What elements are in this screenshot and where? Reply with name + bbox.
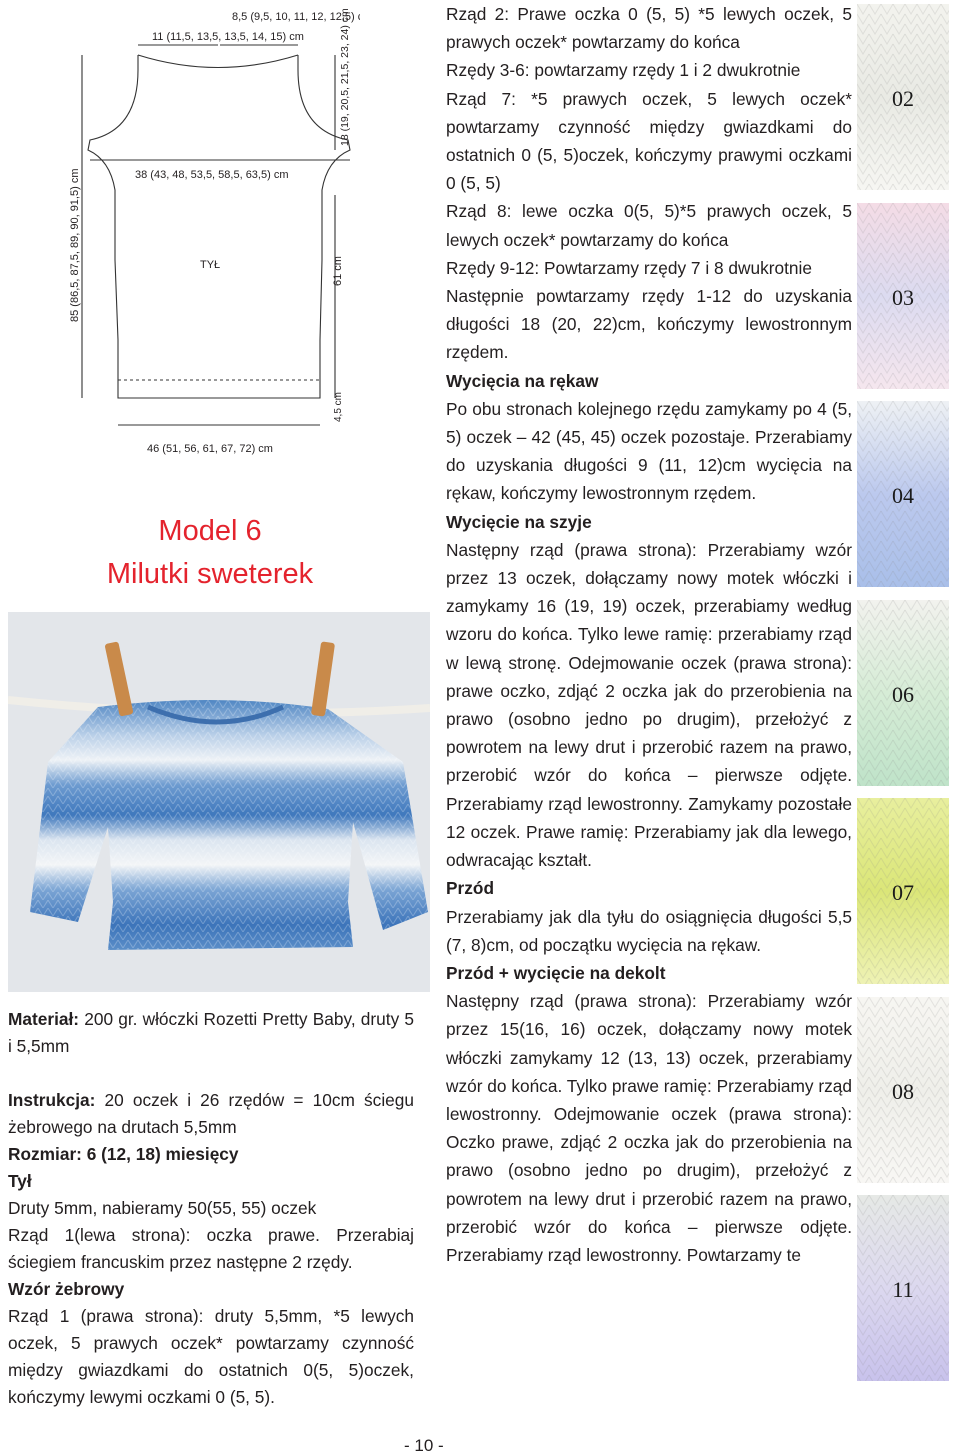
material-paragraph — [8, 1006, 414, 1060]
page-number: - 10 - — [404, 1436, 444, 1455]
neck-curve — [138, 55, 298, 68]
front-neck-heading: Przód + wycięcie na dekolt — [446, 962, 666, 983]
material-label: Materiał: — [8, 1009, 80, 1029]
back-label: TYŁ — [200, 259, 221, 271]
swatch-number: 08 — [892, 1078, 914, 1104]
neck-width-label: 8,5 (9,5, 10, 11, 12, 12,5) cm — [232, 11, 360, 23]
right-column-text — [446, 0, 852, 1269]
size-line: Rozmiar: 6 (12, 18) miesięcy — [8, 1144, 239, 1164]
yarn-swatch — [857, 203, 949, 389]
rib-paragraph-1: Rząd 1 (prawa strona): druty 5,5mm, *5 lewych oczek, 5 prawych oczek* powtarzamy czynność między gwiazdkami do ostatnich 0(5, 5)oczek, kończymy lewymi oczkami 0 (5, 5). — [8, 1306, 414, 1407]
sweater-photo — [8, 612, 430, 992]
total-length-label: 85 (86,5, 87,5, 89, 90, 91,5) cm — [69, 168, 81, 322]
instruction-label: Instrukcja: — [8, 1090, 96, 1110]
instruction-paragraph — [8, 1087, 414, 1141]
yarn-swatch — [857, 997, 949, 1183]
material-value: 200 gr. włóczki Rozetti Pretty Baby, druty 5 i 5,5mm — [8, 1009, 414, 1056]
yarn-swatch — [857, 401, 949, 587]
row-8-text: Rząd 8: lewe oczka 0(5, 5)*5 prawych oczek, 5 lewych oczek* powtarzamy do końca — [446, 201, 852, 250]
front-heading: Przód — [446, 878, 495, 899]
yarn-swatch — [857, 4, 949, 190]
armhole-heading: Wycięcia na rękaw — [446, 370, 599, 391]
neck-paragraph: Następny rząd (prawa strona): Przerabiamy wzór przez 13 oczek, dołączamy nowy motek włóczki i zamykamy 16 (19, 19) oczek, przerabiamy według wzoru do końca. Tylko lewe ramię: przerabiamy rząd w lewą stronę. Odejmowanie oczek (prawa strona): prawe oczko, zdjąć 2 oczka jak do przerobienia na prawo (osobno jedno po drugim), przełożyć z powrotem na lewy drut i przerobić razem na prawo, przerobić wzór do końca – pierwsze odjęte. Przerabiamy rząd lewostronny. Zamykamy pozostałe 12 oczek. Prawe ramię: Przerabiamy jak dla lewego, odwracając kształt. — [446, 539, 852, 871]
rib-heading: Wzór żebrowy — [8, 1279, 125, 1299]
front-paragraph: Przerabiamy jak dla tyłu do osiągnięcia długości 5,5 (7, 8)cm, od początku wycięcia na rękaw. — [446, 906, 852, 955]
schematic-svg — [60, 0, 360, 470]
swatch-number: 06 — [892, 681, 914, 707]
swatch-number: 11 — [892, 1277, 914, 1302]
body-length-label: 61 cm — [332, 256, 344, 286]
armhole-paragraph: Po obu stronach kolejnego rzędu zamykamy po 4 (5, 5) oczek – 42 (45, 45) oczek pozostaje. Przerabiamy do uzyskania długości 9 (11, 12)cm wycięcia na rękaw, kończymy lewostronnym rzędem. — [446, 398, 852, 504]
repeat-text: Następnie powtarzamy rzędy 1-12 do uzyskania długości 18 (20, 22)cm, kończymy lewostronnym rzędem. — [446, 286, 852, 363]
sweater-illustration — [8, 612, 430, 992]
front-neck-paragraph: Następny rząd (prawa strona): Przerabiamy wzór przez 15(16, 16) oczek, dołączamy nowy motek włóczki zamykamy 12 (13, 13) oczek, przerabiamy wzór do końca. Tylko prawe ramię: Przerabiamy rząd lewostronny. Odejmowanie oczek (prawa strona): Oczko prawe, zdjąć 2 oczka jak do przerobienia na prawo (osobno jedno po drugim), przełożyć z powrotem na lewy drut i przerobić razem na prawo, przerobić wzór do końca – pierwsze odjęte. Przerabiamy rząd lewostronny. Powtarzamy te — [446, 991, 852, 1265]
hem-width-label: 46 (51, 56, 61, 67, 72) cm — [147, 443, 273, 455]
swatch-number: 02 — [892, 86, 914, 111]
model-title — [0, 510, 420, 596]
swatch-number: 03 — [892, 284, 914, 310]
back-paragraph-2: Rząd 1(lewa strona): oczka prawe. Przerabiaj ściegiem francuskim przez następne 2 rzędy. — [8, 1225, 414, 1272]
row-2-text: Rząd 2: Prawe oczka 0 (5, 5) *5 lewych oczek, 5 prawych oczek* powtarzamy do końca — [446, 4, 852, 53]
yarn-swatch — [857, 1195, 949, 1381]
neck-heading: Wycięcie na szyje — [446, 511, 592, 532]
model-number: Model 6 — [158, 515, 262, 547]
instruction-value: 20 oczek i 26 rzędów = 10cm ściegu żebrowego na drutach 5,5mm — [8, 1090, 414, 1137]
rows-9-12-text: Rzędy 9-12: Powtarzamy rzędy 7 i 8 dwukrotnie — [446, 257, 812, 278]
swatch-number: 04 — [892, 483, 914, 508]
left-column-text — [8, 1006, 414, 1411]
row-7-text: Rząd 7: *5 prawych oczek, 5 lewych oczek* powtarzamy czynność między gwiazdkami do ostatnich 0 (5, 5)oczek, kończymy prawymi oczkami 0 (5, 5) — [446, 88, 852, 194]
model-name: Milutki sweterek — [106, 558, 314, 590]
yarn-swatches — [857, 4, 949, 1394]
shoulder-width-label: 11 (11,5, 13,5, 13,5, 14, 15) cm — [152, 31, 304, 43]
armhole-depth-label: 18 (19, 20,5, 21,5, 23, 24) cm — [339, 8, 351, 146]
garment-outline — [88, 55, 350, 398]
rows-3-6-text: Rzędy 3-6: powtarzamy rzędy 1 i 2 dwukrotnie — [446, 60, 801, 81]
yarn-swatch — [857, 600, 949, 786]
schematic-diagram — [60, 0, 360, 470]
back-paragraph-1: Druty 5mm, nabieramy 50(55, 55) oczek — [8, 1198, 317, 1218]
back-heading: Tył — [8, 1171, 32, 1191]
swatch-number: 07 — [892, 880, 914, 905]
yarn-swatch — [857, 798, 949, 984]
chest-width-label: 38 (43, 48, 53,5, 58,5, 63,5) cm — [135, 169, 289, 181]
rib-depth-label: 4,5 cm — [333, 391, 344, 422]
